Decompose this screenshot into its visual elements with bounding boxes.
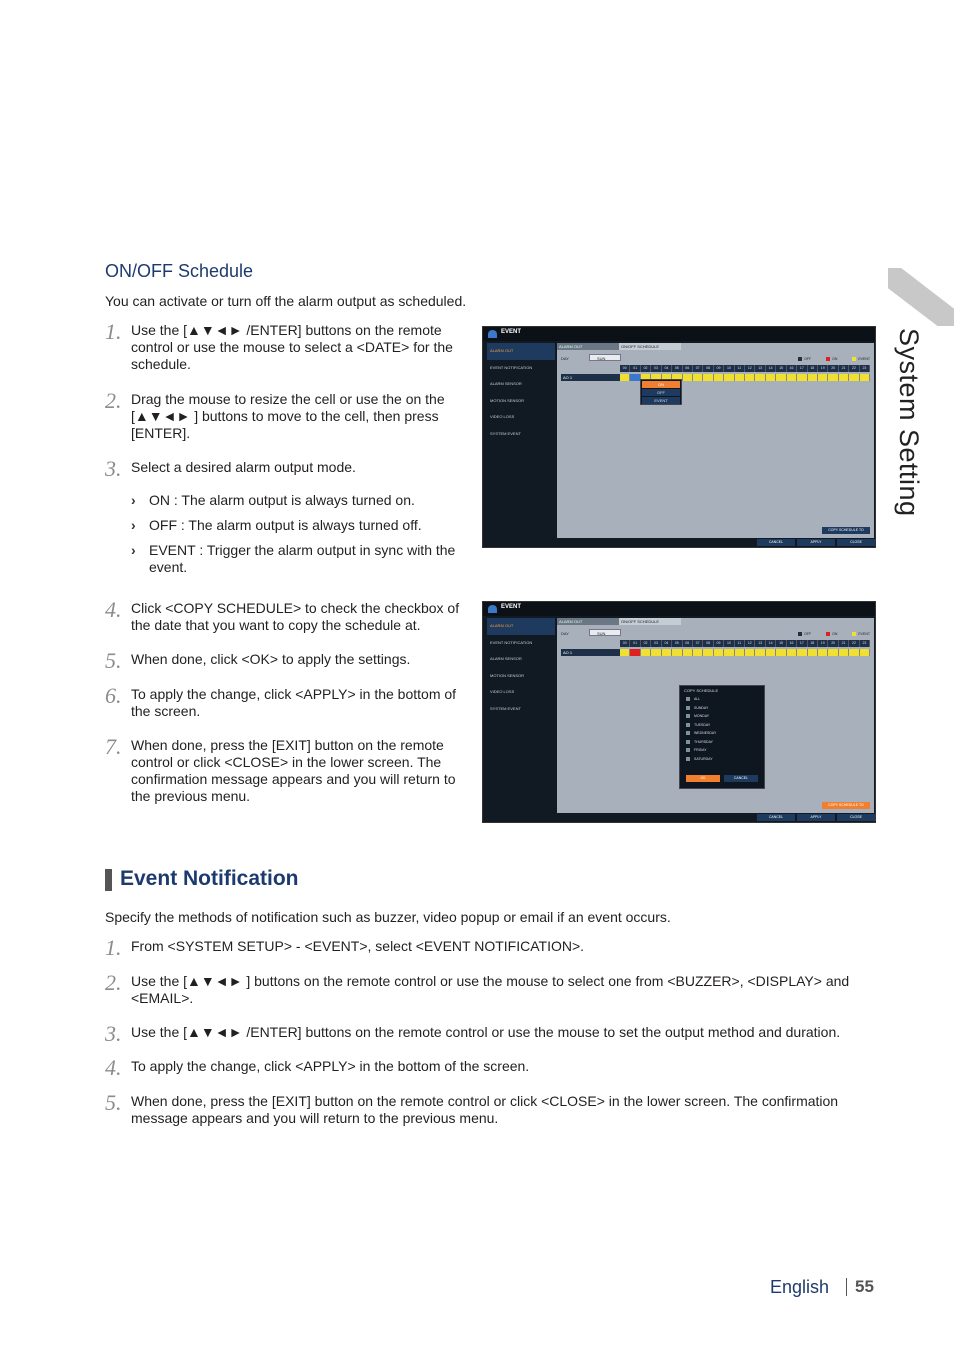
- schedule-cell[interactable]: [641, 649, 651, 656]
- schedule-cell[interactable]: [735, 374, 745, 381]
- hour-label: 18: [808, 365, 818, 372]
- menu-item-motion-sensor[interactable]: MOTION SENSOR: [490, 397, 525, 403]
- schedule-cell[interactable]: [787, 374, 797, 381]
- schedule-cell[interactable]: [808, 649, 818, 656]
- checkbox-icon[interactable]: [686, 706, 690, 710]
- footer-language: English: [770, 1277, 830, 1297]
- legend: OFF ON EVENT: [784, 357, 870, 361]
- copy-ok-button[interactable]: OK: [686, 775, 720, 782]
- apply-button[interactable]: APPLY: [797, 539, 835, 546]
- schedule-cell[interactable]: [808, 374, 818, 381]
- schedule-cell[interactable]: [797, 374, 807, 381]
- schedule-cell[interactable]: [797, 649, 807, 656]
- menu-item-alarm-out[interactable]: ALARM OUT: [487, 618, 555, 635]
- screen-topbar: [483, 602, 875, 616]
- schedule-cell[interactable]: [662, 649, 672, 656]
- schedule-cell[interactable]: [776, 374, 786, 381]
- schedule-cells[interactable]: [620, 649, 870, 656]
- schedule-cell[interactable]: [714, 374, 724, 381]
- mode-option-event[interactable]: EVENT: [642, 397, 680, 404]
- menu-item-alarm-sensor[interactable]: ALARM SENSOR: [490, 381, 522, 386]
- menu-item-alarm-out[interactable]: ALARM OUT: [487, 343, 555, 360]
- menu-item-video-loss[interactable]: VIDEO LOSS: [490, 689, 515, 694]
- hour-label: 00: [620, 640, 630, 647]
- chevron-right-icon: ›: [131, 492, 136, 508]
- schedule-cell[interactable]: [818, 374, 828, 381]
- menu-item-alarm-sensor[interactable]: ALARM SENSOR: [490, 656, 522, 661]
- schedule-cell[interactable]: [839, 649, 849, 656]
- schedule-cell[interactable]: [766, 649, 776, 656]
- schedule-cell[interactable]: [703, 374, 713, 381]
- hour-label: 19: [818, 365, 828, 372]
- schedule-cell[interactable]: [839, 374, 849, 381]
- copy-day-saturday[interactable]: SATURDAY: [680, 755, 764, 764]
- copy-schedule-popup: [679, 685, 765, 789]
- schedule-cell[interactable]: [724, 374, 734, 381]
- copy-day-sunday[interactable]: SUNDAY: [680, 704, 764, 713]
- event-notification-heading: Event Notification: [120, 867, 299, 890]
- day-select[interactable]: SUN: [589, 354, 621, 361]
- cancel-button[interactable]: CANCEL: [757, 539, 795, 546]
- logo-icon: [488, 330, 497, 338]
- chevron-right-icon: ›: [131, 542, 136, 558]
- event-notification-intro: Specify the methods of notification such as buzzer, video popup or email if an event occurs.: [105, 909, 671, 925]
- hour-label: 23: [860, 365, 870, 372]
- hour-label: 09: [714, 365, 724, 372]
- schedule-cell[interactable]: [828, 374, 838, 381]
- checkbox-icon[interactable]: [686, 731, 690, 735]
- hour-label: 12: [745, 365, 755, 372]
- bottom-buttons: [755, 539, 875, 546]
- copy-day-thursday[interactable]: THURSDAY: [680, 738, 764, 747]
- schedule-screenshot-2: [482, 601, 876, 823]
- menu-item-system-event[interactable]: SYSTEM EVENT: [490, 430, 521, 436]
- menu-item-system-event[interactable]: SYSTEM EVENT: [490, 705, 521, 711]
- side-tab: [888, 268, 954, 326]
- hour-label: 20: [828, 640, 838, 647]
- hour-label: 03: [651, 365, 661, 372]
- hour-label: 15: [776, 640, 786, 647]
- hour-label: 10: [724, 640, 734, 647]
- hour-label: 14: [766, 640, 776, 647]
- schedule-cell[interactable]: [620, 649, 630, 656]
- hour-label: 05: [672, 365, 682, 372]
- hour-label: 11: [735, 640, 745, 647]
- hour-label: 01: [630, 640, 640, 647]
- bottom-buttons: [755, 814, 875, 821]
- hour-header: [620, 365, 870, 372]
- hour-label: 06: [683, 640, 693, 647]
- copy-day-wednesday[interactable]: WEDNESDAY: [680, 729, 764, 738]
- checkbox-icon[interactable]: [686, 740, 690, 744]
- copy-day-all[interactable]: ALL: [680, 695, 764, 704]
- schedule-cell[interactable]: [620, 374, 630, 381]
- hour-label: 05: [672, 640, 682, 647]
- copy-cancel-button[interactable]: CANCEL: [724, 775, 758, 782]
- hour-header: [620, 640, 870, 647]
- schedule-panel: [557, 618, 874, 813]
- checkbox-icon[interactable]: [686, 723, 690, 727]
- hour-label: 10: [724, 365, 734, 372]
- schedule-cell[interactable]: [818, 649, 828, 656]
- logo-icon: [488, 605, 497, 613]
- chevron-right-icon: ›: [131, 517, 136, 533]
- schedule-cell[interactable]: [683, 374, 693, 381]
- legend-swatch-on: [826, 632, 830, 636]
- schedule-cell[interactable]: [755, 649, 765, 656]
- schedule-cell[interactable]: [693, 649, 703, 656]
- schedule-cell[interactable]: [849, 649, 859, 656]
- copy-schedule-button[interactable]: COPY SCHEDULE TO: [822, 802, 870, 809]
- schedule-cell[interactable]: [724, 649, 734, 656]
- hour-label: 22: [849, 365, 859, 372]
- schedule-cell[interactable]: [828, 649, 838, 656]
- apply-button[interactable]: APPLY: [797, 814, 835, 821]
- side-title: System Setting: [894, 328, 924, 517]
- hour-label: 02: [641, 640, 651, 647]
- mode-option-on[interactable]: ON: [642, 381, 680, 388]
- hour-label: 18: [808, 640, 818, 647]
- schedule-cell[interactable]: [651, 649, 661, 656]
- event-menu: [487, 618, 555, 717]
- hour-label: 07: [693, 365, 703, 372]
- hour-label: 22: [849, 640, 859, 647]
- schedule-cell[interactable]: [860, 649, 870, 656]
- menu-item-video-loss[interactable]: VIDEO LOSS: [490, 414, 515, 419]
- day-label: DAY: [561, 631, 569, 636]
- footer-divider: [846, 1278, 847, 1296]
- schedule-cell[interactable]: [714, 649, 724, 656]
- hour-label: 13: [755, 365, 765, 372]
- legend-swatch-event: [852, 632, 856, 636]
- row-label: AO 1: [561, 374, 620, 381]
- schedule-cell[interactable]: [745, 649, 755, 656]
- hour-label: 16: [787, 365, 797, 372]
- hour-label: 20: [828, 365, 838, 372]
- hour-label: 04: [662, 365, 672, 372]
- schedule-cell[interactable]: [672, 649, 682, 656]
- day-label: DAY: [561, 356, 569, 361]
- hour-label: 23: [860, 640, 870, 647]
- legend-swatch-off: [798, 357, 802, 361]
- schedule-cell[interactable]: [630, 649, 640, 656]
- hour-label: 12: [745, 640, 755, 647]
- close-button[interactable]: CLOSE: [837, 814, 875, 821]
- schedule-cell[interactable]: [787, 649, 797, 656]
- hour-label: 14: [766, 365, 776, 372]
- onoff-intro: You can activate or turn off the alarm output as scheduled.: [105, 293, 467, 309]
- checkbox-icon[interactable]: [686, 757, 690, 761]
- screen-title: EVENT: [501, 329, 522, 335]
- menu-item-motion-sensor[interactable]: MOTION SENSOR: [490, 672, 525, 678]
- schedule-cell[interactable]: [693, 374, 703, 381]
- hour-label: 09: [714, 640, 724, 647]
- event-menu: [487, 343, 555, 442]
- hour-label: 16: [787, 640, 797, 647]
- hour-label: 01: [630, 365, 640, 372]
- tab-onoff-schedule[interactable]: ON/OFF SCHEDULE: [619, 343, 681, 350]
- hour-label: 04: [662, 640, 672, 647]
- menu-item-event-notification[interactable]: EVENT NOTIFICATION: [490, 639, 533, 645]
- hour-label: 06: [683, 365, 693, 372]
- hour-label: 02: [641, 365, 651, 372]
- day-select[interactable]: SUN: [589, 629, 621, 636]
- schedule-cell[interactable]: [766, 374, 776, 381]
- checkbox-icon[interactable]: [686, 697, 690, 701]
- hour-label: 08: [703, 640, 713, 647]
- schedule-cell[interactable]: [683, 649, 693, 656]
- close-button[interactable]: CLOSE: [837, 539, 875, 546]
- hour-label: 15: [776, 365, 786, 372]
- screen-title: EVENT: [501, 604, 522, 610]
- schedule-cell[interactable]: [849, 374, 859, 381]
- legend-swatch-off: [798, 632, 802, 636]
- legend: OFF ON EVENT: [784, 632, 870, 636]
- mode-popup: [640, 379, 682, 405]
- hour-label: 21: [839, 640, 849, 647]
- hour-label: 00: [620, 365, 630, 372]
- tab-alarm-out[interactable]: ALARM OUT: [557, 618, 619, 625]
- tab-alarm-out[interactable]: ALARM OUT: [557, 343, 619, 350]
- menu-item-event-notification[interactable]: EVENT NOTIFICATION: [490, 364, 533, 370]
- hour-label: 07: [693, 640, 703, 647]
- schedule-panel: [557, 343, 874, 538]
- page-number: 55: [855, 1277, 874, 1296]
- cancel-button[interactable]: CANCEL: [757, 814, 795, 821]
- schedule-cell[interactable]: [755, 374, 765, 381]
- hour-label: 13: [755, 640, 765, 647]
- schedule-cell[interactable]: [860, 374, 870, 381]
- schedule-cell[interactable]: [735, 649, 745, 656]
- hour-label: 21: [839, 365, 849, 372]
- row-label: AO 1: [561, 649, 620, 656]
- schedule-cell[interactable]: [745, 374, 755, 381]
- schedule-cell[interactable]: [776, 649, 786, 656]
- mode-option-off[interactable]: OFF: [642, 389, 680, 396]
- hour-label: 17: [797, 640, 807, 647]
- hour-label: 11: [735, 365, 745, 372]
- copy-day-monday[interactable]: MONDAY: [680, 712, 764, 721]
- schedule-screenshot-1: [482, 326, 876, 548]
- onoff-heading: ON/OFF Schedule: [105, 261, 254, 281]
- copy-day-friday[interactable]: FRIDAY: [680, 746, 764, 755]
- section-marker: [105, 869, 112, 891]
- legend-swatch-on: [826, 357, 830, 361]
- hour-label: 03: [651, 640, 661, 647]
- hour-label: 17: [797, 365, 807, 372]
- legend-swatch-event: [852, 357, 856, 361]
- copy-popup-title: COPY SCHEDULE: [684, 688, 719, 693]
- screen-topbar: [483, 327, 875, 341]
- schedule-cell[interactable]: [703, 649, 713, 656]
- tab-onoff-schedule[interactable]: ON/OFF SCHEDULE: [619, 618, 681, 625]
- hour-label: 19: [818, 640, 828, 647]
- checkbox-icon[interactable]: [686, 714, 690, 718]
- copy-schedule-button[interactable]: COPY SCHEDULE TO: [822, 527, 870, 534]
- hour-label: 08: [703, 365, 713, 372]
- copy-day-tuesday[interactable]: TUESDAY: [680, 721, 764, 730]
- checkbox-icon[interactable]: [686, 748, 690, 752]
